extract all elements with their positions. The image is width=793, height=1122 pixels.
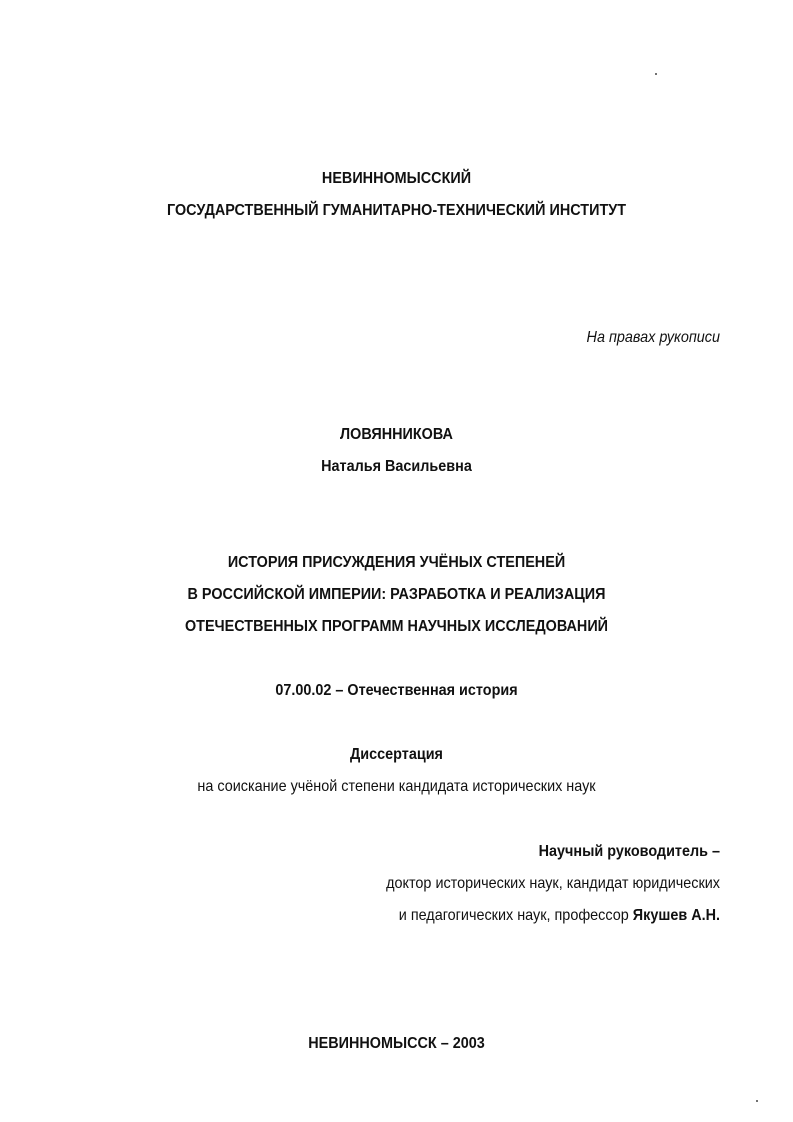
author-surname: ЛОВЯННИКОВА [340, 426, 453, 443]
title-line-2: В РОССИЙСКОЙ ИМПЕРИИ: РАЗРАБОТКА И РЕАЛИЗАЦИЯ [187, 586, 606, 603]
document-type-label: Диссертация [350, 746, 443, 763]
document-type-purpose: на соискание учёной степени кандидата исторических наук [197, 778, 596, 795]
supervisor-heading: Научный руководитель – [538, 843, 720, 860]
institution-line-2: ГОСУДАРСТВЕННЫЙ ГУМАНИТАРНО-ТЕХНИЧЕСКИЙ ИНСТИТУТ [166, 202, 626, 219]
author-given-names: Наталья Васильевна [321, 458, 472, 475]
manuscript-note: На правах рукописи [586, 329, 720, 346]
scan-speck [655, 73, 657, 75]
institution-line-1: НЕВИННОМЫССКИЙ [321, 170, 472, 187]
title-line-1: ИСТОРИЯ ПРИСУЖДЕНИЯ УЧЁНЫХ СТЕПЕНЕЙ [227, 554, 566, 571]
scan-speck [756, 1100, 758, 1102]
supervisor-credentials-prefix: и педагогических наук, профессор [398, 907, 633, 924]
specialty-code: 07.00.02 – Отечественная история [275, 682, 518, 699]
supervisor-credentials-line-2 [180, 906, 720, 926]
supervisor-name: Якушев А.Н. [632, 907, 720, 924]
place-and-year: НЕВИННОМЫССК – 2003 [308, 1035, 485, 1052]
title-line-3: ОТЕЧЕСТВЕННЫХ ПРОГРАММ НАУЧНЫХ ИССЛЕДОВАНИЙ [184, 618, 609, 635]
supervisor-credentials-line-1: доктор исторических наук, кандидат юридических [386, 875, 720, 892]
